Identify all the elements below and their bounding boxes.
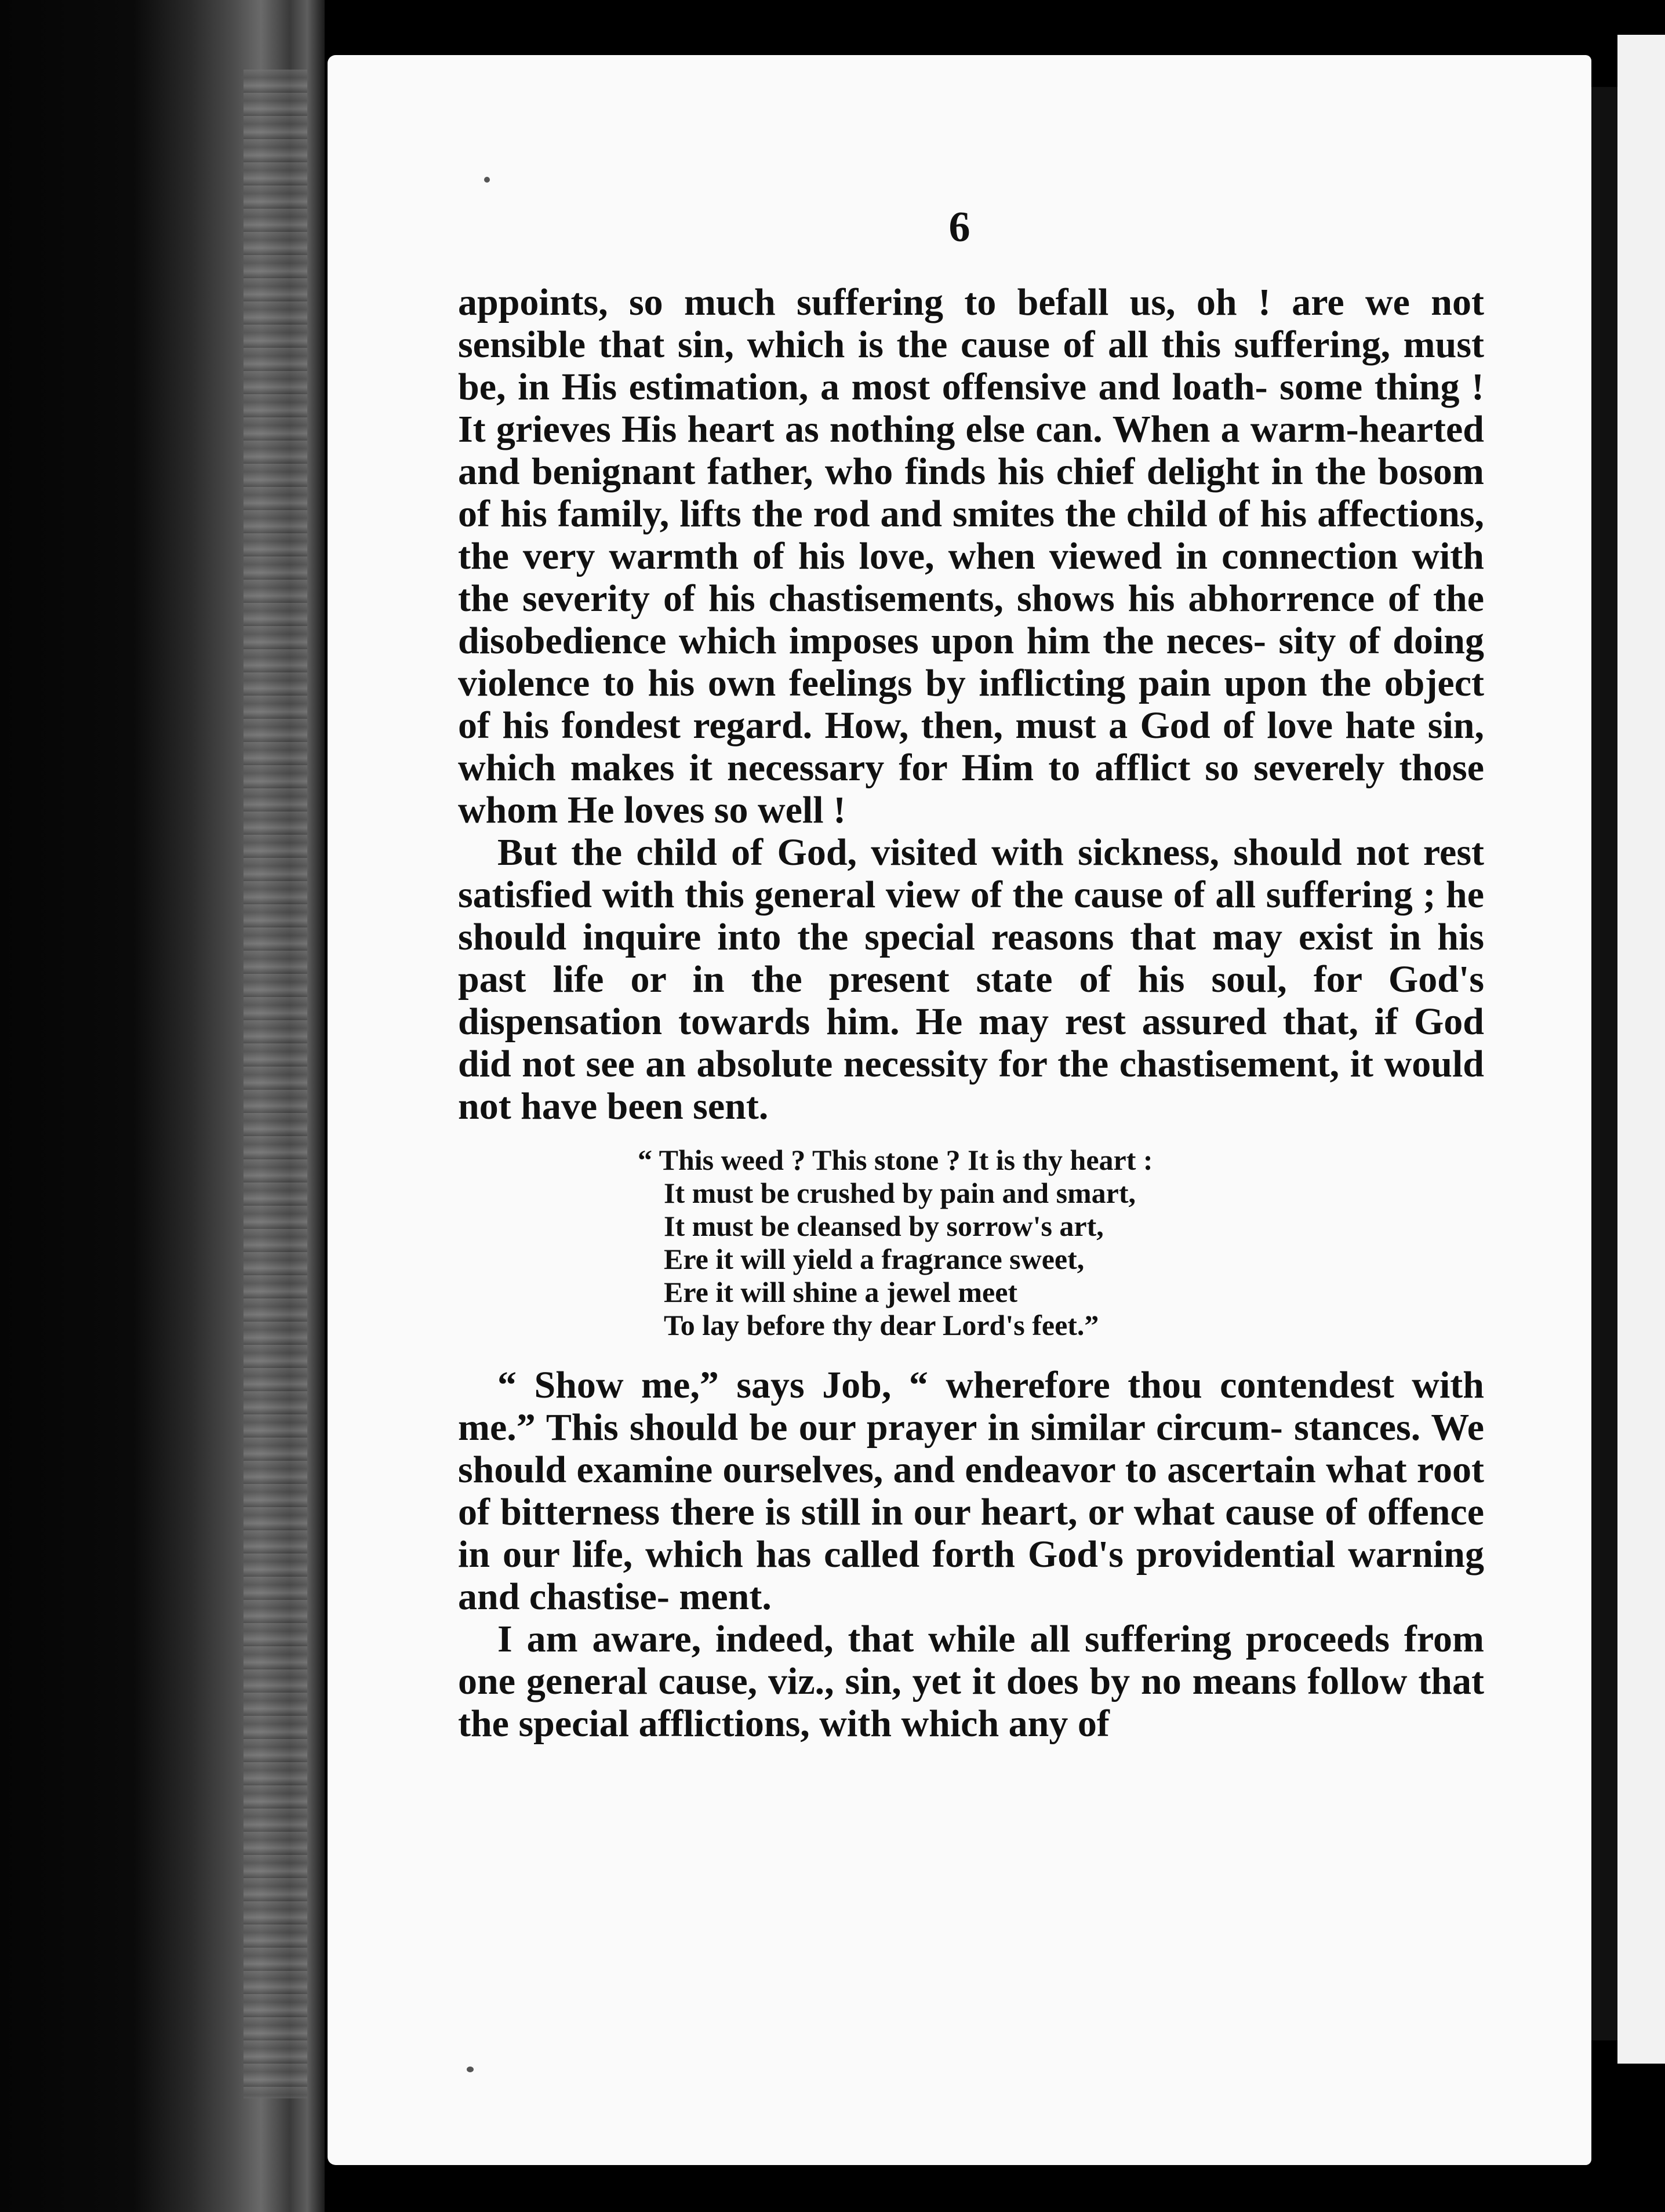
poem-line: To lay before thy dear Lord's feet.” <box>664 1309 1099 1341</box>
paragraph: appoints, so much suffering to befall us, oh ! are we not sensible that sin, which is the cause of all this suffering, must be, in His estimation, a most offensive and loath- some thing ! It grieves His heart as nothing else can. When a warm-hearted and benignant father, who finds his chief delight in the bosom of his family, lifts the rod and smites the child of his affections, the very warmth of his love, when viewed in connection with the severity of his chastisements, shows his abhorrence of the disobedience which imposes upon him the neces- sity of doing violence to his own feelings by inflicting pain upon the object of his fondest regard. How, then, must a God of love hate sin, which makes it necessary for Him to afflict so severely those whom He loves so well ! <box>458 281 1484 831</box>
book-spine <box>0 0 325 2212</box>
paper-speck <box>484 177 490 183</box>
poem-line: It must be crushed by pain and smart, <box>664 1177 1136 1209</box>
paragraph: I am aware, indeed, that while all suffering proceeds from one general cause, viz., sin, yet it does by no means follow that the special afflictions, with which any of <box>458 1618 1484 1745</box>
spine-binding <box>243 70 307 2098</box>
page-shadow <box>1591 87 1617 2040</box>
paragraph: “ Show me,” says Job, “ wherefore thou contendest with me.” This should be our prayer in similar circum- stances. We should examine ourselves, and endeavor to ascertain what root of bitterness there is still in our heart, or what cause of offence in our life, which has called forth God's providential warning and chastise- ment. <box>458 1364 1484 1618</box>
poem-line: Ere it will yield a fragrance sweet, <box>664 1243 1085 1275</box>
poem-quote <box>458 1144 1484 1342</box>
next-page-edge <box>1617 35 1665 2064</box>
page-body <box>458 281 1484 1745</box>
page-number: 6 <box>948 203 970 251</box>
poem-line: Ere it will shine a jewel meet <box>664 1276 1018 1308</box>
book-page <box>328 55 1591 2165</box>
paragraph: But the child of God, visited with sickness, should not rest satisfied with this general view of the cause of all suffering ; he should inquire into the special reasons that may exist in his past life or in the present state of his soul, for God's dispensation towards him. He may rest assured that, if God did not see an absolute necessity for the chastisement, it would not have been sent. <box>458 831 1484 1127</box>
poem-line: It must be cleansed by sorrow's art, <box>664 1210 1104 1242</box>
paper-speck <box>467 2067 474 2072</box>
poem-line: “ This weed ? This stone ? It is thy heart : <box>638 1144 1153 1176</box>
